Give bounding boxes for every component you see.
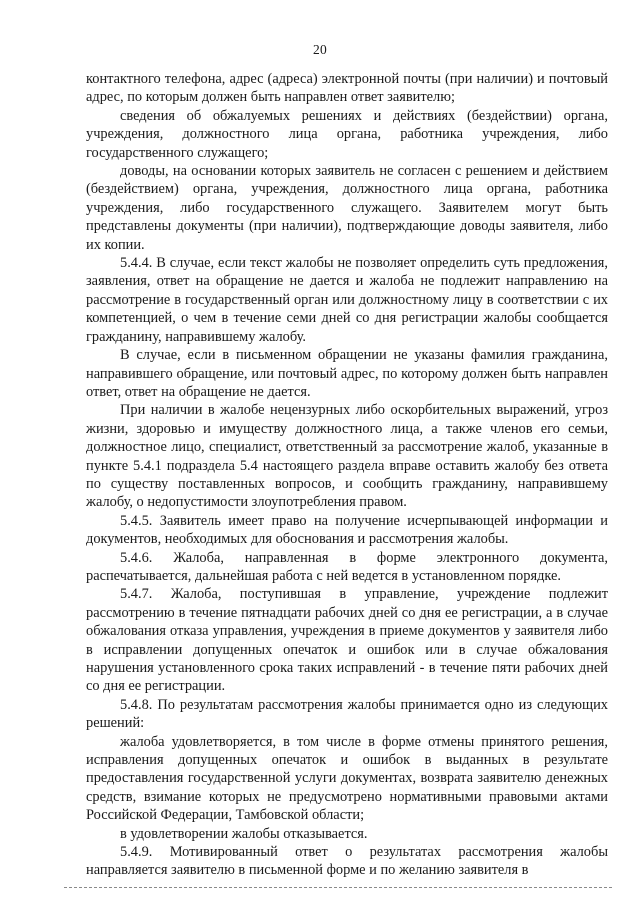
paragraph: сведения об обжалуемых решениях и действиях (бездействии) органа, учреждения, должностного лица органа, работника учреждения, либо государственного служащего; <box>86 107 608 161</box>
paragraph: контактного телефона, адрес (адреса) электронной почты (при наличии) и почтовый адрес, по которым должен быть направлен ответ заявителю; <box>86 71 608 106</box>
paragraph: жалоба удовлетворяется, в том числе в форме отмены принятого решения, исправления допущенных опечаток и ошибок в выданных в результате предоставления государственной услуги документах, возврата заявителю денежных средств, взимание которых не предусмотрено нормативными правовыми актами Российской Федерации, Тамбовской области; <box>86 733 608 824</box>
page-number: 20 <box>313 42 327 57</box>
paragraph: 5.4.6. Жалоба, направленная в форме электронного документа, распечатывается, дальнейшая работа с ней ведется в установленном порядке. <box>86 549 608 584</box>
paragraph: 5.4.5. Заявитель имеет право на получение исчерпывающей информации и документов, необходимых для обоснования и рассмотрения жалобы. <box>86 512 608 548</box>
paragraph: 5.4.7. Жалоба, поступившая в управление, учреждение подлежит рассмотрению в течение пятнадцати рабочих дней со дня ее регистрации, а в случае обжалования отказа управления, учреждения в приеме документов у заявителя либо в исправлении допущенных опечаток и ошибок или в случае обжалования нарушения установленного срока таких исправлений - в течение пяти рабочих дней со дня ее регистрации. <box>86 586 608 695</box>
paragraph: 5.4.9. Мотивированный ответ о результатах рассмотрения жалобы направляется заявителю в письменной форме и по желанию заявителя в <box>86 844 608 879</box>
footer-divider <box>64 887 612 888</box>
paragraph: В случае, если в письменном обращении не указаны фамилия гражданина, направившего обращение, или почтовый адрес, по которому должен быть направлен ответ, ответ на обращение не дается. <box>86 347 608 400</box>
document-body <box>86 70 608 880</box>
paragraph: в удовлетворении жалобы отказывается. <box>120 825 368 842</box>
paragraph: При наличии в жалобе нецензурных либо оскорбительных выражений, угроз жизни, здоровью и имуществу должностного лица, а также членов его семьи, должностное лицо, специалист, ответственный за рассмотрение жалоб, указанные в пункте 5.4.1 подраздела 5.4 настоящего раздела вправе оставить жалобу без ответа по существу поставленных вопросов, и сообщить гражданину, направившему жалобу, о недопустимости злоупотребления правом. <box>86 402 608 511</box>
paragraph: доводы, на основании которых заявитель не согласен с решением и действием (бездействием) органа, учреждения, должностного лица органа, работника учреждения, либо государственного служащего. Заявителем могут быть представлены документы (при наличии), подтверждающие доводы заявителя, либо их копии. <box>86 163 608 253</box>
paragraph: 5.4.4. В случае, если текст жалобы не позволяет определить суть предложения, заявления, ответ на обращение не дается и жалоба не подлежит направлению на рассмотрение в государственный орган или должностному лицу в соответствии с их компетенцией, о чем в течение семи дней со дня регистрации жалобы сообщается гражданину, направившему жалобу. <box>86 255 608 345</box>
paragraph: 5.4.8. По результатам рассмотрения жалобы принимается одно из следующих решений: <box>86 696 608 732</box>
